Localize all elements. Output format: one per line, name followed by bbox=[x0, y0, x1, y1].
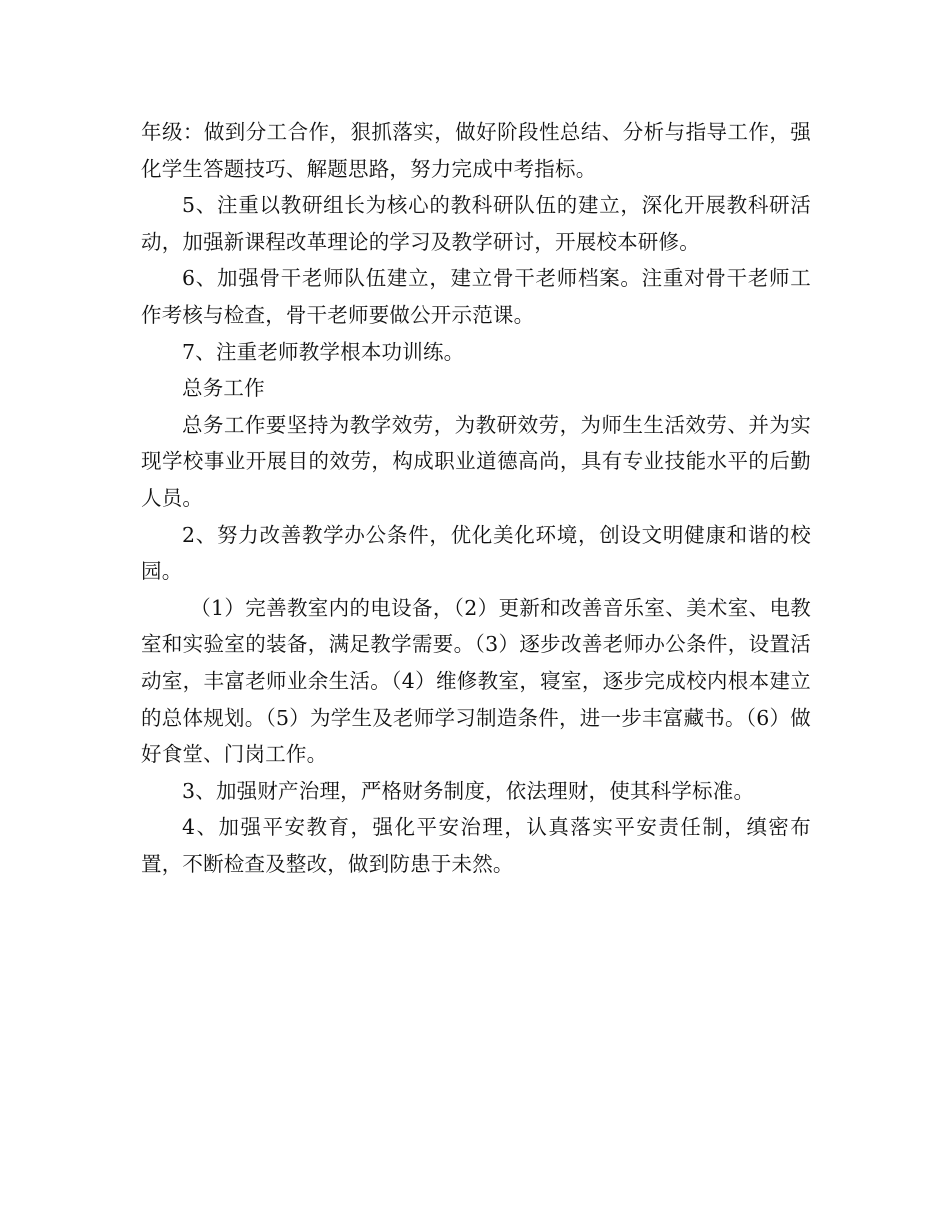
paragraph-grade-work: 年级：做到分工合作，狠抓落实，做好阶段性总结、分析与指导工作，强化学生答题技巧、解题思路，努力完成中考指标。 bbox=[141, 120, 811, 181]
paragraph-item-2: 2、努力改善教学办公条件，优化美化环境，创设文明健康和谐的校园。 bbox=[141, 522, 811, 584]
paragraph-item-5: 5、注重以教研组长为核心的教科研队伍的建立，深化开展教科研活动，加强新课程改革理论的学习及教学研讨，开展校本研修。 bbox=[141, 193, 811, 254]
document-body bbox=[141, 114, 811, 882]
paragraph-item-4: 4、加强平安教育，强化平安治理，认真落实平安责任制，缜密布置，不断检查及整改，做到防患于未然。 bbox=[141, 815, 811, 876]
paragraph-item-3: 3、加强财产治理，严格财务制度，依法理财，使其科学标准。 bbox=[182, 778, 755, 803]
section-heading-general-affairs: 总务工作 bbox=[182, 376, 265, 401]
paragraph-general-affairs-intro: 总务工作要坚持为教学效劳，为教研效劳，为师生生活效劳、并为实现学校事业开展目的效劳，构成职业道德高尚，具有专业技能水平的后勤人员。 bbox=[141, 412, 811, 510]
paragraph-item-6: 6、加强骨干老师队伍建立，建立骨干老师档案。注重对骨干老师工作考核与检查，骨干老师要做公开示范课。 bbox=[141, 266, 811, 327]
paragraph-item-7: 7、注重老师教学根本功训练。 bbox=[182, 339, 465, 364]
paragraph-sub-items: （1）完善教室内的电设备，（2）更新和改善音乐室、美术室、电教室和实验室的装备，满足教学需要。（3）逐步改善老师办公条件，设置活动室，丰富老师业余生活。（4）维修教室，寝室，逐步完成校内根本建立的总体规划。（5）为学生及老师学习制造条件，进一步丰富藏书。（6）做好食堂、门岗工作。 bbox=[141, 595, 811, 767]
